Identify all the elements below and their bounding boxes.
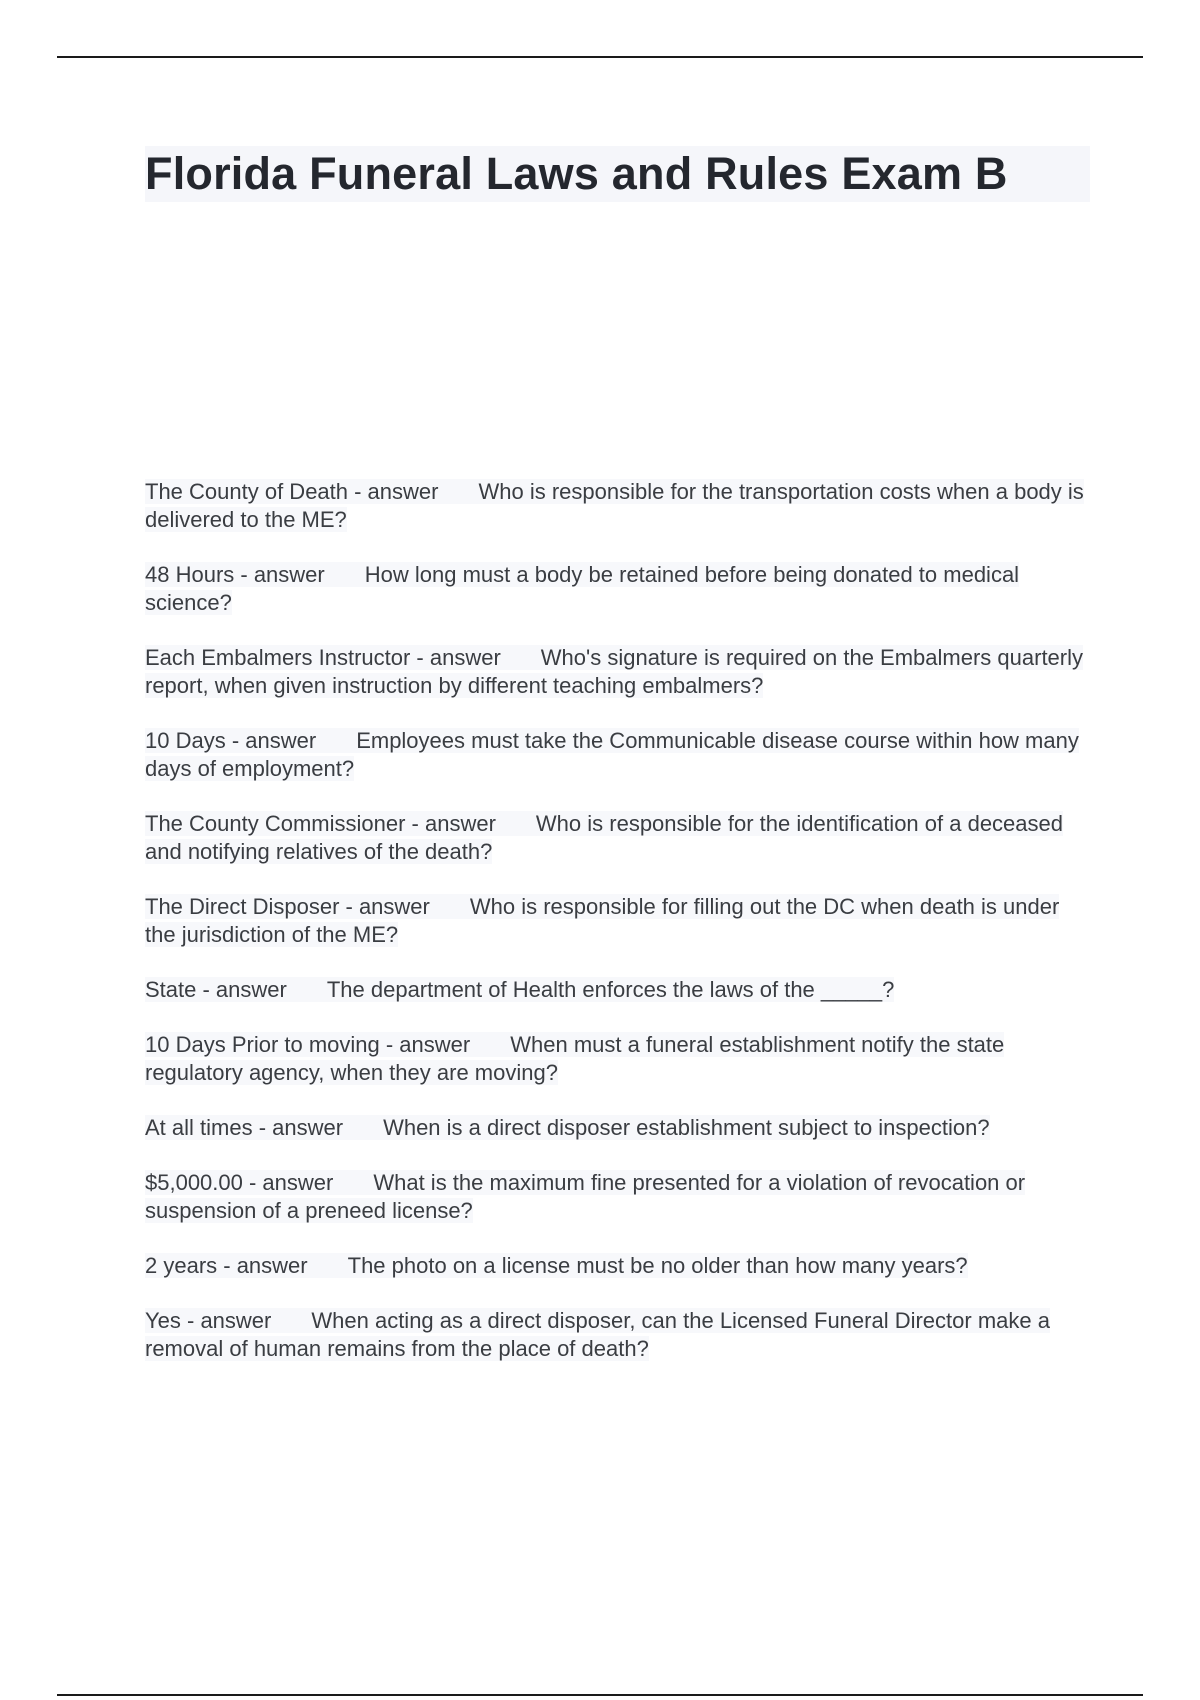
qa-question: How long must a body be retained before being donated to medical science?	[145, 562, 1020, 615]
qa-answer: 2 years - answer	[145, 1253, 308, 1278]
qa-answer: State - answer	[145, 977, 287, 1002]
qa-question: What is the maximum fine presented for a violation of revocation or suspension of a preneed license?	[145, 1170, 1026, 1223]
qa-item	[145, 1252, 1090, 1280]
qa-answer: The Direct Disposer - answer	[145, 894, 430, 919]
qa-answer: The County of Death - answer	[145, 479, 439, 504]
qa-answer: $5,000.00 - answer	[145, 1170, 334, 1195]
qa-answer: Yes - answer	[145, 1308, 272, 1333]
qa-answer: The County Commissioner - answer	[145, 811, 496, 836]
qa-item	[145, 561, 1090, 617]
top-rule	[57, 56, 1143, 58]
qa-question: When acting as a direct disposer, can the Licensed Funeral Director make a removal of human remains from the place of death?	[145, 1308, 1050, 1361]
qa-item	[145, 727, 1090, 783]
title-block	[145, 146, 1090, 202]
qa-question: Who is responsible for the transportation costs when a body is delivered to the ME?	[145, 479, 1084, 532]
qa-answer: 48 Hours - answer	[145, 562, 325, 587]
qa-question: When must a funeral establishment notify the state regulatory agency, when they are moving?	[145, 1032, 1005, 1085]
qa-question: The department of Health enforces the laws of the _____?	[326, 977, 895, 1002]
qa-question: Who is responsible for filling out the DC when death is under the jurisdiction of the ME?	[145, 894, 1060, 947]
qa-question: Who is responsible for the identification of a deceased and notifying relatives of the death?	[145, 811, 1063, 864]
qa-question: When is a direct disposer establishment subject to inspection?	[383, 1115, 990, 1140]
qa-question: Who's signature is required on the Embalmers quarterly report, when given instruction by different teaching embalmers?	[145, 645, 1084, 698]
qa-answer: 10 Days - answer	[145, 728, 317, 753]
qa-question: The photo on a license must be no older than how many years?	[347, 1253, 968, 1278]
qa-answer: At all times - answer	[145, 1115, 344, 1140]
qa-item	[145, 478, 1090, 534]
bottom-rule	[57, 1694, 1143, 1696]
qa-item	[145, 1307, 1090, 1363]
qa-item	[145, 1114, 1090, 1142]
qa-item	[145, 976, 1090, 1004]
qa-item	[145, 1169, 1090, 1225]
qa-item	[145, 893, 1090, 949]
qa-item	[145, 810, 1090, 866]
qa-question: Employees must take the Communicable disease course within how many days of employment?	[145, 728, 1079, 781]
qa-list	[145, 478, 1090, 1390]
qa-item	[145, 644, 1090, 700]
page-title: Florida Funeral Laws and Rules Exam B	[145, 148, 1008, 199]
qa-answer: 10 Days Prior to moving - answer	[145, 1032, 471, 1057]
qa-answer: Each Embalmers Instructor - answer	[145, 645, 501, 670]
qa-item	[145, 1031, 1090, 1087]
